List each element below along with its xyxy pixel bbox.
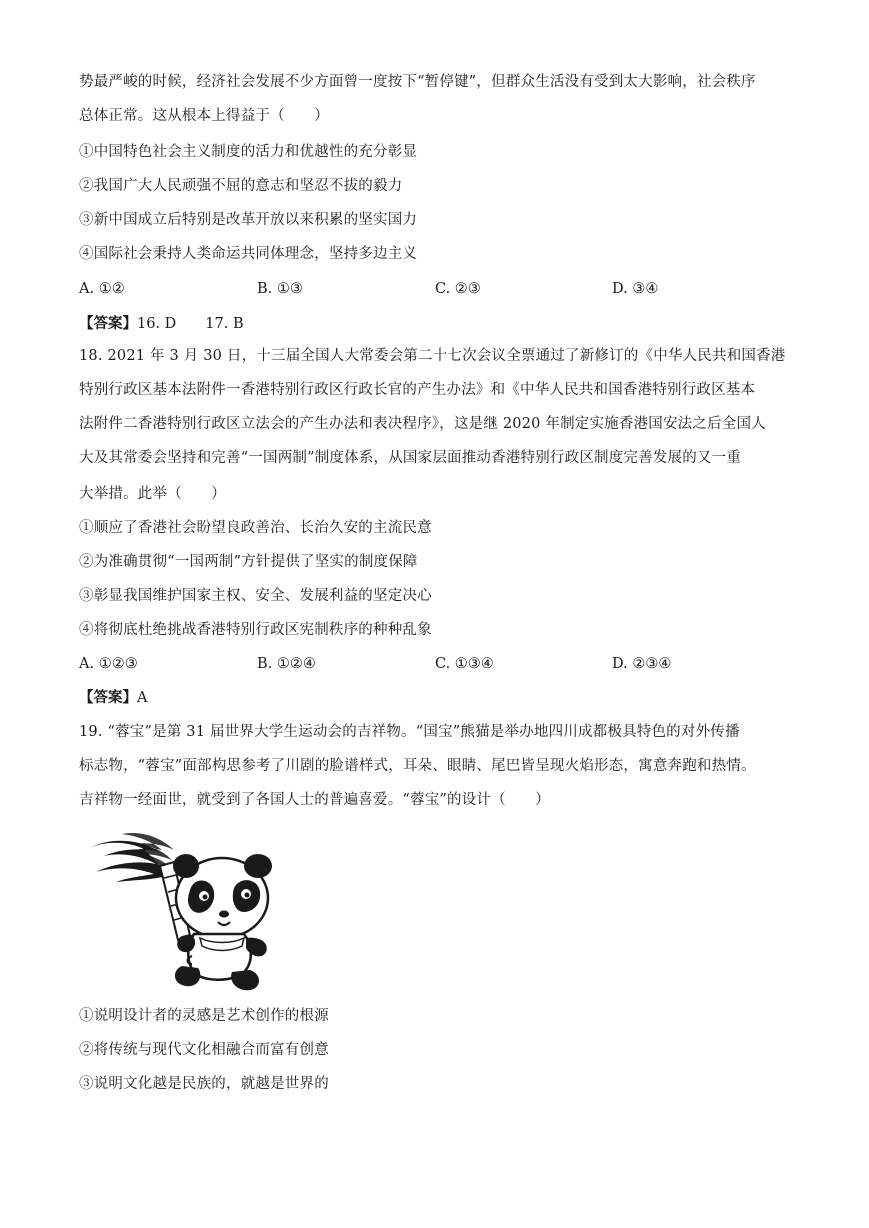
answer-16-17 <box>79 314 244 334</box>
q19-item-3: ③说明文化越是民族的，就越是世界的 <box>79 1076 329 1092</box>
q18-option-d: D. ②③④ <box>612 656 672 672</box>
q19-item-2: ②将传统与现代文化相融合而富有创意 <box>79 1042 329 1058</box>
q17-option-d: D. ③④ <box>612 281 659 297</box>
rongbao-mascot-image <box>82 826 282 996</box>
q17-option-a: A. ①② <box>79 281 125 297</box>
q18-item-3: ③彰显我国维护国家主权、安全、发展利益的坚定决心 <box>79 588 432 604</box>
q18-stem-line-5: 大举措。此举（ ） <box>79 486 226 502</box>
q18-stem-line-4: 大及其常委会坚持和完善“一国两制”制度体系，从国家层面推动香港特别行政区制度完善发展的又一重 <box>79 450 742 466</box>
answer-text: 16. D 17. B <box>137 316 244 332</box>
q18-stem-line-3: 法附件二香港特别行政区立法会的产生办法和表决程序》，这是继 2020 年制定实施香港国安法之后全国人 <box>79 416 766 432</box>
q17-item-2: ②我国广大人民顽强不屈的意志和坚忍不拔的毅力 <box>79 178 403 194</box>
q18-option-a: A. ①②③ <box>79 656 138 672</box>
q18-stem-line-2: 特别行政区基本法附件一香港特别行政区行政长官的产生办法》和《中华人民共和国香港特别行政区基本 <box>79 382 756 398</box>
answer-18 <box>79 688 147 708</box>
q18-option-b: B. ①②④ <box>257 656 316 672</box>
q17-item-3: ③新中国成立后特别是改革开放以来积累的坚实国力 <box>79 212 418 228</box>
q18-option-c: C. ①③④ <box>435 656 494 672</box>
q18-item-1: ①顺应了香港社会盼望良政善治、长治久安的主流民意 <box>79 520 432 536</box>
q19-stem-line-1: 19. “蓉宝”是第 31 届世界大学生运动会的吉祥物。“国宝”熊猫是举办地四川成都极具特色的对外传播 <box>79 724 740 740</box>
q19-stem-line-2: 标志物，“蓉宝”面部构思参考了川剧的脸谱样式，耳朵、眼睛、尾巴皆呈现火焰形态，寓意奔跑和热情。 <box>79 758 756 774</box>
q18-item-4: ④将彻底杜绝挑战香港特别行政区宪制秩序的种种乱象 <box>79 622 432 638</box>
answer-text: A <box>137 690 148 706</box>
q18-stem-line-1: 18. 2021 年 3 月 30 日，十三届全国人大常委会第二十七次会议全票通过了新修订的《中华人民共和国香港 <box>79 348 786 364</box>
q17-stem-line-2: 总体正常。这从根本上得益于（ ） <box>79 108 329 124</box>
q19-item-1: ①说明设计者的灵感是艺术创作的根源 <box>79 1008 329 1024</box>
answer-label: 【答案】 <box>79 689 137 706</box>
q19-stem-line-3: 吉祥物一经面世，就受到了各国人士的普遍喜爱。“蓉宝”的设计（ ） <box>79 792 550 808</box>
q17-item-4: ④国际社会秉持人类命运共同体理念，坚持多边主义 <box>79 246 418 262</box>
q17-stem-line-1: 势最严峻的时候，经济社会发展不少方面曾一度按下“暂停键”，但群众生活没有受到太大影响，社会秩序 <box>79 74 756 90</box>
q17-option-c: C. ②③ <box>435 281 481 297</box>
q18-item-2: ②为准确贯彻“一国两制”方针提供了坚实的制度保障 <box>79 554 418 570</box>
answer-label: 【答案】 <box>79 315 137 332</box>
q17-option-b: B. ①③ <box>257 281 303 297</box>
q17-item-1: ①中国特色社会主义制度的活力和优越性的充分彰显 <box>79 144 418 160</box>
